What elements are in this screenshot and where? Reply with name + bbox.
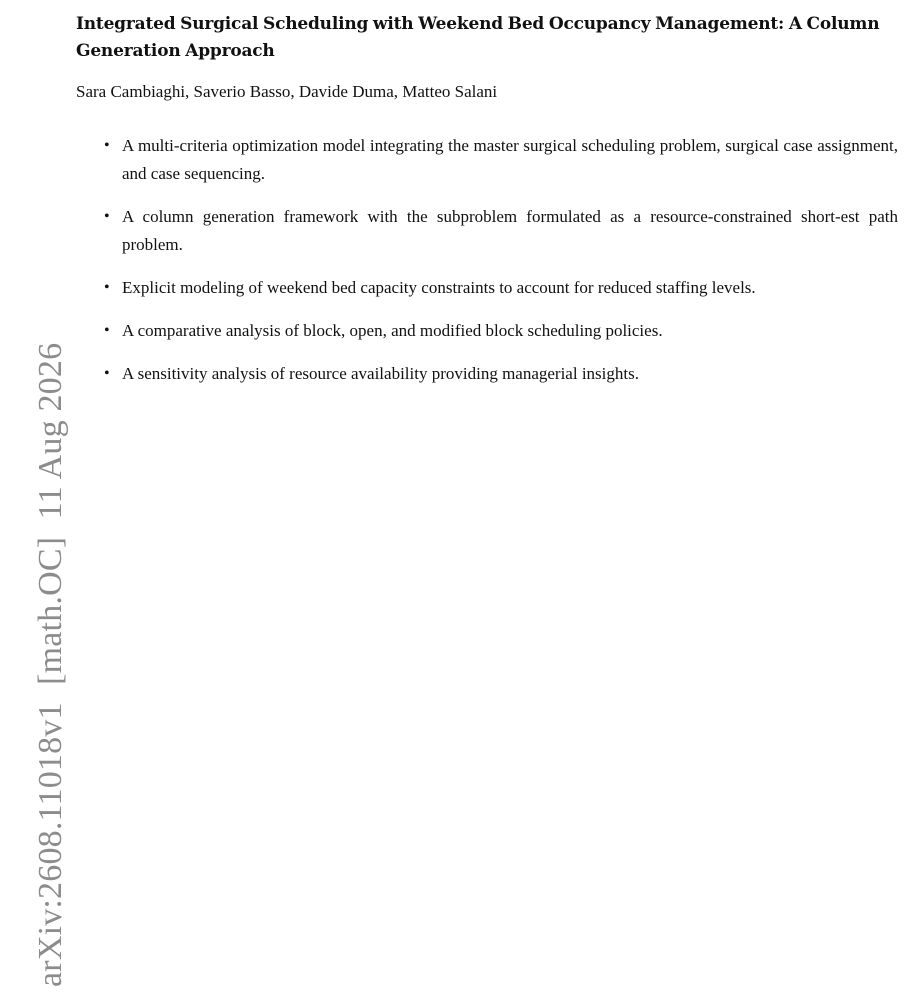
highlight-item [104,360,898,388]
bullet-icon: • [104,137,110,154]
paper-title: Integrated Surgical Scheduling with Weekend Bed Occupancy Management: A Column Generation Approach [76,14,880,61]
highlight-text: A sensitivity analysis of resource availability providing managerial insights. [122,364,639,383]
bullet-icon: • [104,208,110,225]
bullet-icon: • [104,279,110,296]
highlight-item [104,132,898,188]
highlight-text: Explicit modeling of weekend bed capacity constraints to account for reduced staffing levels. [122,278,756,297]
author-list: Sara Cambiaghi, Saverio Basso, Davide Duma, Matteo Salani [76,82,498,101]
bullet-icon: • [104,322,110,339]
arxiv-sidebar [0,0,69,1000]
highlight-item [104,203,898,259]
bullet-icon: • [104,365,110,382]
highlights-list [104,132,898,403]
highlight-text: A comparative analysis of block, open, and modified block scheduling policies. [122,321,663,340]
highlight-item [104,317,898,345]
highlight-item [104,274,898,302]
highlight-text: A column generation framework with the subproblem formulated as a resource-constrained short-est path problem. [122,207,898,254]
arxiv-identifier: arXiv:2608.11018v1 [math.OC] 11 Aug 2026 [32,342,69,987]
highlight-text: A multi-criteria optimization model integrating the master surgical scheduling problem, surgical case assignment, and case sequencing. [122,136,898,183]
